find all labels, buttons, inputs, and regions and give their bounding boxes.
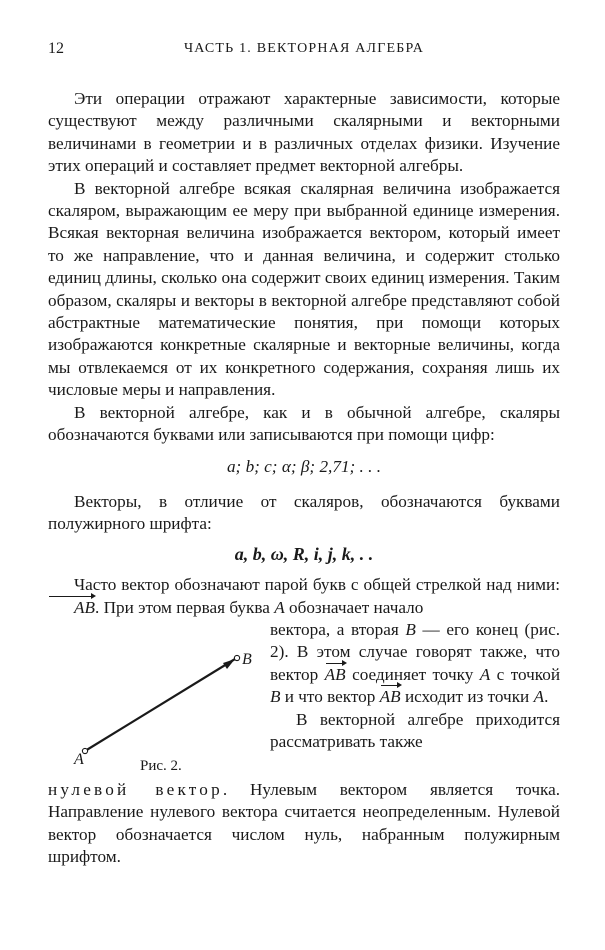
paragraph-operations: Эти операции отражают характерные зависимости, которые существуют между различными скалярными и векторными величинами в геометрии и в различных отделах физики. Изучение этих операций и составляет предмет векторной алгебры. <box>48 89 560 176</box>
letter-b: B <box>270 687 281 707</box>
vector-ab-symbol: AB <box>380 686 401 708</box>
paragraph-vector-notation: Векторы, в отличие от скаляров, обозначаются буквами полужирного шрифта: <box>48 491 560 534</box>
text-span: . Нулевым вектором является точка. Направление нулевого вектора считается неопределенным. Нулевой вектор обозначается числом нуль, набранным полужирным шрифтом. <box>48 779 560 867</box>
paragraph-vector-endpoints <box>270 619 560 709</box>
letter-a: A <box>533 687 545 707</box>
vector-ab-symbol: AB <box>325 664 346 686</box>
wrapped-text <box>270 619 560 753</box>
term-zero-vector: нулевой вектор <box>48 779 223 799</box>
label-b: B <box>242 650 252 668</box>
figure-caption: Рис. 2. <box>140 757 182 774</box>
letter-b: B <box>405 619 416 639</box>
figure-block <box>48 619 560 779</box>
text-span: исходит из точки <box>404 687 530 707</box>
running-title: ЧАСТЬ 1. ВЕКТОРНАЯ АЛГЕБРА <box>183 41 425 56</box>
paragraph-arrow-notation <box>48 574 560 619</box>
text-span: Часто вектор обозначают парой букв с общей стрелкой над ними: <box>74 575 560 595</box>
text-span: обозначает начало <box>288 597 424 617</box>
vector-line <box>85 659 235 751</box>
scalar-examples: a; b; c; α; β; 2,71; . . . <box>226 456 382 476</box>
page-header <box>48 40 560 62</box>
arrowhead-icon <box>223 659 235 669</box>
paragraph-scalar-notation: В векторной алгебре, как и в обычной алгебре, скаляры обозначаются буквами или записываются при помощи цифр: <box>48 402 560 445</box>
letter-a: A <box>274 597 285 617</box>
text-span: с точкой <box>496 664 561 684</box>
page-body <box>48 88 560 869</box>
text-span: соединяет точку <box>352 664 474 684</box>
letter-a: A <box>479 664 491 684</box>
end-point <box>234 655 239 660</box>
paragraph-scalars-vectors: В векторной алгебре всякая скалярная величина изображается скаляром, выражающим ее меру при выбранной единице измерения. Всякая векторная величина изображается вектором, который имеет то же направление, что и данная величина, и содержит столько единиц длины, сколько она содержит своих единиц измерения. Таким образом, скаляры и векторы в векторной алгебре представляют собой абстрактные математические понятия, при помощи которых изображаются конкретные скалярные и векторные величины, когда мы отвлекаемся от их конкретного содержания, сохраняя лишь их числовые меры и направления. <box>48 178 560 400</box>
label-a: A <box>74 750 84 768</box>
paragraph-zero-vector-intro: В векторной алгебре приходится рассматривать также <box>270 709 560 751</box>
vector-ab-symbol: AB <box>48 597 95 619</box>
vector-examples: a, b, ω, R, i, j, k, . . <box>234 543 374 564</box>
figure-2 <box>48 619 263 779</box>
page-number: 12 <box>48 40 64 57</box>
paragraph-zero-vector <box>48 779 560 869</box>
text-span: и что вектор <box>284 687 376 707</box>
text-span: . <box>544 687 549 707</box>
text-span: — его конец (рис. 2). В этом случае говорят также, что вектор <box>270 619 560 684</box>
text-span: . При этом первая буква <box>95 597 270 617</box>
text-span: вектора, а вторая <box>270 619 399 639</box>
